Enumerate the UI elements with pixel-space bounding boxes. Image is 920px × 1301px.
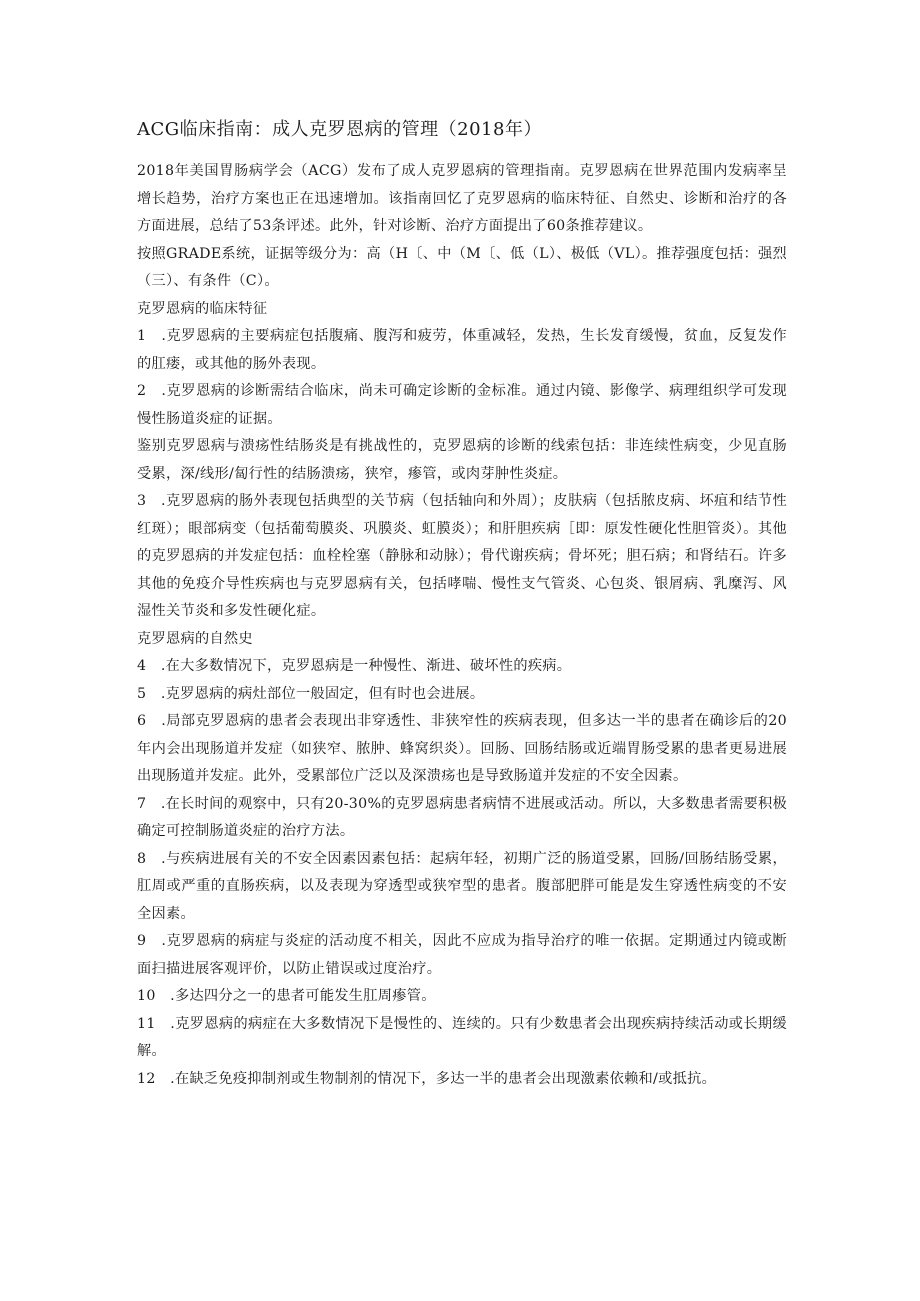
grade-paragraph: 按照GRADE系统，证据等级分为：高（H〔、中（M〔、低（L）、极低（VL）。推荐强度包括：强烈（三）、有条件（C）。 — [137, 245, 787, 289]
list-item-7: 7 .在长时间的观察中，只有20-30%的克罗恩病患者病情不进展或活动。所以，大多数患者需要积极确定可控制肠道炎症的治疗方法。 — [137, 795, 787, 839]
list-item-8: 8 .与疾病进展有关的不安全因素因素包括：起病年轻，初期广泛的肠道受累，回肠/回肠结肠受累，肛周或严重的直肠疾病，以及表现为穿透型或狭窄型的患者。腹部肥胖可能是发生穿透性病变的不安全因素。 — [137, 850, 787, 922]
list-item-11: 11 .克罗恩病的病症在大多数情况下是慢性的、连续的。只有少数患者会出现疾病持续活动或长期缓解。 — [137, 1015, 787, 1059]
list-item-5: 5 .克罗恩病的病灶部位一般固定，但有时也会进展。 — [137, 685, 485, 702]
list-item-1: 1 .克罗恩病的主要病症包括腹痛、腹泻和疲劳，体重减轻，发热，生长发育缓慢，贫血，反复发作的肛瘘，或其他的肠外表现。 — [137, 328, 787, 372]
document-page — [137, 116, 787, 1093]
list-item-2: 2 .克罗恩病的诊断需结合临床，尚未可确定诊断的金标准。通过内镜、影像学、病理组织学可发现慢性肠道炎症的证据。 — [137, 383, 787, 427]
list-item-3: 3 .克罗恩病的肠外表现包括典型的关节病（包括轴向和外周）；皮肤病（包括脓皮病、坏疽和结节性红斑）；眼部病变（包括葡萄膜炎、巩膜炎、虹膜炎）；和肝胆疾病［即：原发性硬化性胆管炎）。其他的克罗恩病的并发症包括：血栓栓塞（静脉和动脉）；骨代谢疾病；骨坏死；胆石病；和肾结石。许多其他的免疫介导性疾病也与克罗恩病有关，包括哮喘、慢性支气管炎、心包炎、银屑病、乳糜泻、风湿性关节炎和多发性硬化症。 — [137, 493, 787, 619]
list-item-4: 4 .在大多数情况下，克罗恩病是一种慢性、渐进、破坏性的疾病。 — [137, 658, 572, 674]
list-item-12: 12 .在缺乏免疫抑制剂或生物制剂的情况下，多达一半的患者会出现激素依赖和/或抵抗。 — [137, 1070, 717, 1087]
section-heading-natural-history: 克罗恩病的自然史 — [137, 630, 253, 647]
document-title: ACG临床指南：成人克罗恩病的管理（2018年） — [137, 119, 542, 140]
section-heading-clinical: 克罗恩病的临床特征 — [137, 300, 268, 317]
list-item-6: 6 .局部克罗恩病的患者会表现出非穿透性、非狭窄性的疾病表现，但多达一半的患者在确诊后的20年内会出现肠道并发症（如狭窄、脓肿、蜂窝织炎）。回肠、回肠结肠或近端胃肠受累的患者更易进展出现肠道并发症。此外，受累部位广泛以及深溃疡也是导致肠道并发症的不安全因素。 — [137, 713, 787, 784]
intro-paragraph: 2018年美国胃肠病学会（ACG）发布了成人克罗恩病的管理指南。克罗恩病在世界范围内发病率呈增长趋势，治疗方案也正在迅速增加。该指南回忆了克罗恩病的临床特征、自然史、诊断和治疗的各方面进展，总结了53条评述。此外，针对诊断、治疗方面提出了60条推荐建议。 — [137, 163, 787, 234]
list-item-10: 10 .多达四分之一的患者可能发生肛周瘆管。 — [137, 988, 436, 1004]
differential-paragraph: 鉴别克罗恩病与溃疡性结肠炎是有挑战性的，克罗恩病的诊断的线索包括：非连续性病变，少见直肠受累，深/线形/匐行性的结肠溃疡，狭窄，瘆管，或肉芽肿性炎症。 — [137, 438, 787, 482]
list-item-9: 9 .克罗恩病的病症与炎症的活动度不相关，因此不应成为指导治疗的唯一依据。定期通过内镜或断面扫描进展客观评价，以防止错误或过度治疗。 — [137, 933, 787, 977]
